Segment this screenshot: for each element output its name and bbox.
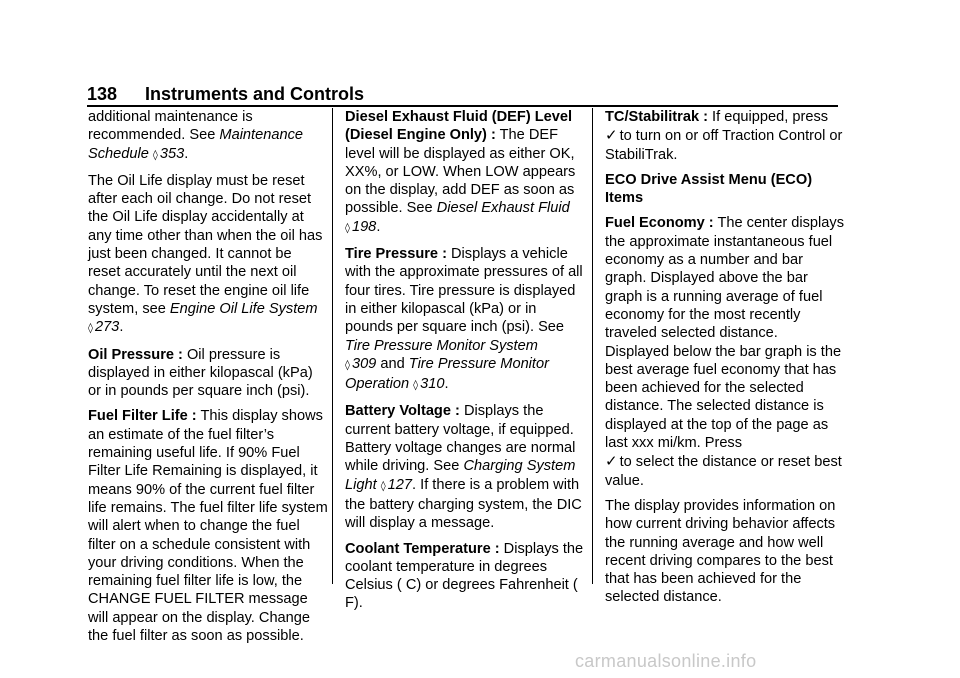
paragraph-display-info [605,497,845,607]
text: If equipped, press [707,109,829,125]
text: Oil pressure is displayed in either kilopascal (kPa) or in pounds per square inch (psi). [88,346,313,400]
page-header [87,82,838,107]
text: to turn on or off Traction Control or StabiliTrak. [605,128,843,163]
text: Displays the current battery voltage, if equipped. Battery voltage changes are normal while driving. See [345,403,576,475]
text: . [184,145,189,162]
link-tire-pressure-monitor-system[interactable]: Tire Pressure Monitor System [345,337,538,354]
page-reference-icon: ◊ [345,222,350,234]
text: The DEF level will be displayed as either OK, XX%, or LOW. When LOW appears on the display, add DEF as soon as possible. See [345,127,576,217]
link-tire-pressure-monitor-operation[interactable]: Tire Pressure Monitor Operation [345,355,549,393]
paragraph-def-level [345,108,585,238]
term-def-level: Diesel Exhaust Fluid (DEF) Level (Diesel Engine Only) : [345,109,573,144]
page-reference-icon: ◊ [413,380,419,392]
paragraph-maintenance [88,108,328,165]
term-fuel-economy: Fuel Economy : [605,215,714,232]
paragraph-oil-life [88,172,328,339]
paragraph-coolant-temperature [345,540,585,613]
text: . [376,218,381,235]
text: The Oil Life display must be reset after each oil change. Do not reset the Oil Life display accidentally at any time other than when the oil has just been changed. It cannot be reset accurately until the next oil change. To reset the engine oil life system, see [88,172,323,317]
link-diesel-exhaust-fluid[interactable]: Diesel Exhaust Fluid [436,200,570,217]
page-link[interactable]: 198 [351,218,377,235]
page-link[interactable]: 353 [159,145,185,162]
column-1 [88,108,328,652]
term-oil-pressure: Oil Pressure : [88,346,183,363]
text: The display provides information on how current driving behavior affects the running average and how well recent driving compares to the best that has been achieved for the selected distance. [605,497,836,606]
paragraph-battery-voltage [345,402,585,532]
term-coolant-temperature: Coolant Temperature : [345,540,500,557]
page-link[interactable]: 309 [351,355,377,372]
term-tire-pressure: Tire Pressure : [345,246,447,263]
text: Displays the coolant temperature in degrees Celsius ( C) or degrees Fahrenheit ( F). [345,540,584,612]
page-reference-icon: ◊ [345,359,350,371]
paragraph-tire-pressure [345,245,585,395]
text: . If there is a problem with the battery charging system, the DIC will display a message. [345,476,582,532]
term-tc-stabilitrak: TC/Stabilitrak : [605,109,708,125]
checkmark-icon: ✓ [605,126,618,145]
term-battery-voltage: Battery Voltage : [345,403,460,420]
text: . [119,319,124,336]
text: to select the distance or reset best value. [605,454,842,489]
page-link[interactable]: 310 [420,376,445,393]
text: and [376,355,409,372]
text: . [444,376,449,393]
text: Displays a vehicle with the approximate pressures of all four tires. Tire pressure is displayed in either kilopascal (kPa) or in pounds per square inch (psi). See [345,246,583,336]
paragraph-fuel-economy [605,214,845,489]
text: additional maintenance is recommended. See [88,109,253,144]
column-divider-1 [332,108,333,584]
link-maintenance-schedule[interactable]: Maintenance Schedule [88,127,303,162]
page-reference-icon: ◊ [380,480,386,492]
watermark: carmanualsonline.info [575,651,757,671]
paragraph-fuel-filter-life [88,407,328,645]
page-reference-icon: ◊ [88,323,93,335]
text: The center displays the approximate instantaneous fuel economy as a number and bar graph. Displayed above the bar graph is a running average of fuel economy for the most recently traveled selected distance. Displayed below the bar graph is the best average fuel economy that has been achieved for the selected distance. The selected distance is displayed at the top of the page as last xxx mi/km. Press [605,215,844,452]
column-2 [345,108,585,620]
eco-menu-heading: ECO Drive Assist Menu (ECO) Items [605,171,813,207]
text: This display shows an estimate of the fuel filter’s remaining useful life. If 90% Fuel Filter Life Remaining is displayed, it means 90% of the current fuel filter life remains. The fuel filter life system will alert when to change the fuel filter on a schedule consistent with your driving conditions. When the remaining fuel filter life is low, the CHANGE FUEL FILTER message will appear on the display. Change the fuel filter as soon as possible. [88,408,328,645]
checkmark-icon: ✓ [605,452,618,471]
page-number: 138 [87,84,118,104]
paragraph-tc-stabilitrak [605,108,845,164]
page-link[interactable]: 273 [94,319,120,336]
column-divider-2 [592,108,593,584]
term-fuel-filter-life: Fuel Filter Life : [88,408,197,425]
header-rule [87,105,838,107]
section-title: Instruments and Controls [145,84,365,104]
link-charging-system-light[interactable]: Charging System Light [345,458,576,493]
page-link[interactable]: 127 [387,476,413,493]
paragraph-oil-pressure [88,346,328,401]
column-3 [605,108,845,614]
heading-eco-drive-assist [605,171,845,208]
link-engine-oil-life-system[interactable]: Engine Oil Life System [169,300,318,317]
page-reference-icon: ◊ [152,149,158,161]
